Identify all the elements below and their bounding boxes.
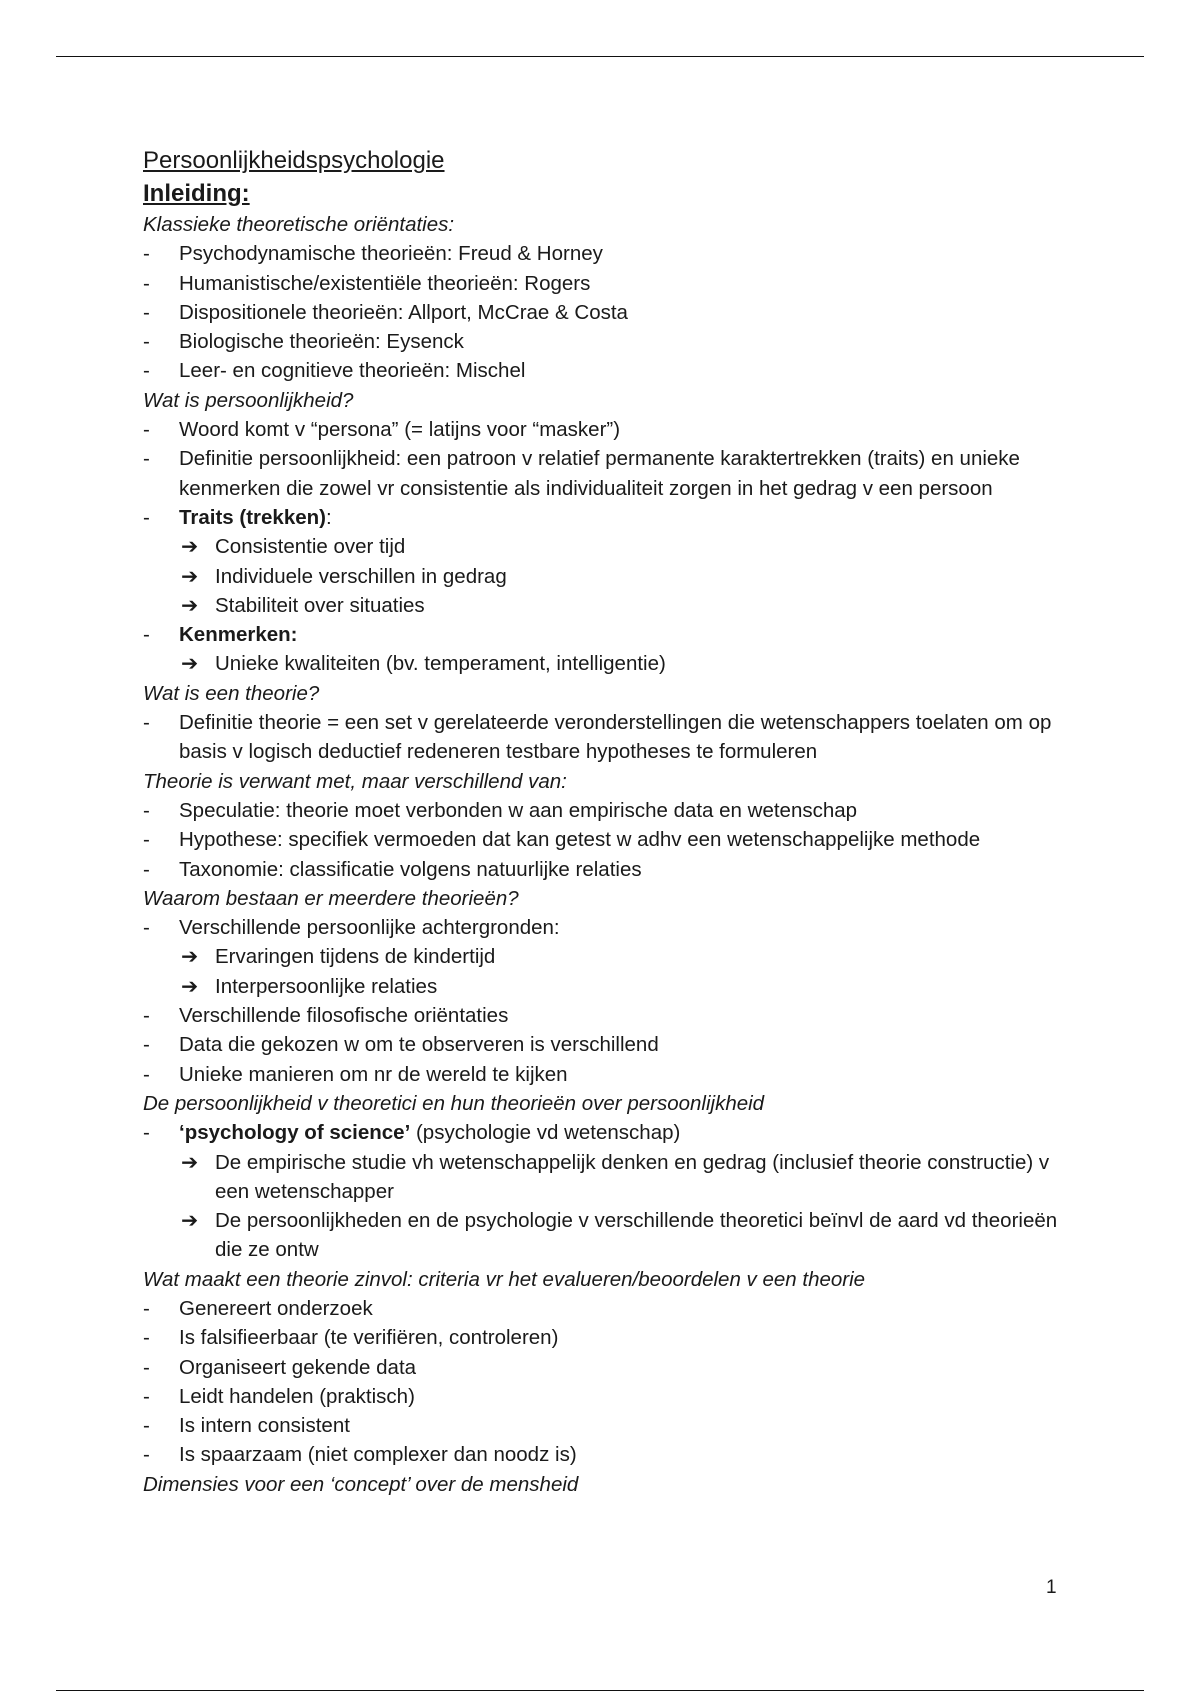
page-number: 1	[1046, 1577, 1057, 1598]
list-item: - Organiseert gekende data	[143, 1353, 1083, 1382]
list-item: - Genereert onderzoek	[143, 1294, 1083, 1323]
list-item: - Taxonomie: classificatie volgens natuurlijke relaties	[143, 855, 1083, 884]
list-item: - Kenmerken:	[143, 620, 1083, 649]
dash-bullet: -	[143, 1326, 150, 1350]
dash-bullet: -	[143, 505, 150, 529]
dash-bullet: -	[143, 623, 150, 647]
dash-bullet: -	[143, 711, 150, 735]
arrow-icon: ➔	[181, 1209, 199, 1233]
dash-bullet: -	[143, 447, 150, 471]
dash-bullet: -	[143, 418, 150, 442]
dash-bullet: -	[143, 271, 150, 295]
list-item: - Dispositionele theorieën: Allport, McCrae & Costa	[143, 298, 1083, 327]
sub-list-item: ➔ Stabiliteit over situaties	[143, 591, 1083, 620]
dash-bullet: -	[143, 330, 150, 354]
list-item: - Humanistische/existentiële theorieën: Rogers	[143, 269, 1083, 298]
list-item: - Definitie theorie = een set v gerelateerde veronderstellingen die wetenschappers toelaten om op basis v logisch deductief redeneren testbare hypotheses te formuleren	[143, 708, 1083, 767]
subheading-criteria: Wat maakt een theorie zinvol: criteria vr het evalueren/beoordelen v een theorie	[143, 1267, 866, 1291]
dash-bullet: -	[143, 359, 150, 383]
dash-bullet: -	[143, 1296, 150, 1320]
dash-bullet: -	[143, 1062, 150, 1086]
list-item: - Unieke manieren om nr de wereld te kijken	[143, 1060, 1083, 1089]
arrow-icon: ➔	[181, 974, 199, 998]
dash-bullet: -	[143, 1443, 150, 1467]
sub-list-item: ➔ Consistentie over tijd	[143, 532, 1083, 561]
list-item: - Leidt handelen (praktisch)	[143, 1382, 1083, 1411]
subheading-klassiek: Klassieke theoretische oriëntaties:	[143, 213, 455, 236]
dash-bullet: -	[143, 300, 150, 324]
arrow-icon: ➔	[181, 593, 199, 617]
list-item: - Is intern consistent	[143, 1411, 1083, 1440]
footer-rule	[56, 1690, 1144, 1691]
arrow-icon: ➔	[181, 535, 199, 559]
document-title: Persoonlijkheidspsychologie	[143, 147, 445, 174]
sub-list-item: ➔ Interpersoonlijke relaties	[143, 972, 1083, 1001]
sub-list-item: ➔ De persoonlijkheden en de psychologie v verschillende theoretici beïnvl de aard vd theorieën die ze ontw	[143, 1206, 1083, 1265]
dash-bullet: -	[143, 916, 150, 940]
dash-bullet: -	[143, 857, 150, 881]
list-item: - ‘psychology of science’ (psychologie vd wetenschap)	[143, 1118, 1083, 1147]
dash-bullet: -	[143, 1355, 150, 1379]
subheading-persoonlijkheid: Wat is persoonlijkheid?	[143, 388, 354, 412]
arrow-icon: ➔	[181, 1150, 199, 1174]
header-rule	[56, 56, 1144, 57]
subheading-theorie: Wat is een theorie?	[143, 681, 320, 705]
dash-bullet: -	[143, 1033, 150, 1057]
list-item: - Verschillende filosofische oriëntaties	[143, 1001, 1083, 1030]
list-item: - Speculatie: theorie moet verbonden w aan empirische data en wetenschap	[143, 796, 1083, 825]
arrow-icon: ➔	[181, 564, 199, 588]
list-item: - Leer- en cognitieve theorieën: Mischel	[143, 356, 1083, 385]
sub-list-item: ➔ Individuele verschillen in gedrag	[143, 562, 1083, 591]
list-item: - Biologische theorieën: Eysenck	[143, 327, 1083, 356]
list-item: - Is spaarzaam (niet complexer dan noodz is)	[143, 1440, 1083, 1469]
arrow-icon: ➔	[181, 652, 199, 676]
subheading-verwant: Theorie is verwant met, maar verschillend van:	[143, 769, 567, 793]
list-item: - Traits (trekken):	[143, 503, 1083, 532]
subheading-dimensies: Dimensies voor een ‘concept’ over de mensheid	[143, 1472, 579, 1496]
sub-list-item: ➔ De empirische studie vh wetenschappelijk denken en gedrag (inclusief theorie constructie) v een wetenschapper	[143, 1148, 1083, 1207]
sub-list-item: ➔ Ervaringen tijdens de kindertijd	[143, 942, 1083, 971]
list-item: - Data die gekozen w om te observeren is verschillend	[143, 1030, 1083, 1059]
arrow-icon: ➔	[181, 945, 199, 969]
document-body	[143, 144, 1083, 1499]
dash-bullet: -	[143, 828, 150, 852]
list-item: - Psychodynamische theorieën: Freud & Horney	[143, 239, 1083, 268]
subheading-meerdere: Waarom bestaan er meerdere theorieën?	[143, 886, 519, 910]
dash-bullet: -	[143, 1004, 150, 1028]
list-item: - Verschillende persoonlijke achtergronden:	[143, 913, 1083, 942]
sub-list-item: ➔ Unieke kwaliteiten (bv. temperament, intelligentie)	[143, 649, 1083, 678]
dash-bullet: -	[143, 1384, 150, 1408]
dash-bullet: -	[143, 242, 150, 266]
dash-bullet: -	[143, 798, 150, 822]
list-item: - Is falsifieerbaar (te verifiëren, controleren)	[143, 1323, 1083, 1352]
list-item: - Woord komt v “persona” (= latijns voor “masker”)	[143, 415, 1083, 444]
subheading-theoretici: De persoonlijkheid v theoretici en hun theorieën over persoonlijkheid	[143, 1091, 765, 1115]
section-heading: Inleiding:	[143, 180, 250, 207]
list-item: - Hypothese: specifiek vermoeden dat kan getest w adhv een wetenschappelijke methode	[143, 825, 1083, 854]
list-item: - Definitie persoonlijkheid: een patroon v relatief permanente karaktertrekken (traits) en unieke kenmerken die zowel vr consistentie als individualiteit zorgen in het gedrag v een persoon	[143, 444, 1083, 503]
dash-bullet: -	[143, 1121, 150, 1145]
dash-bullet: -	[143, 1414, 150, 1438]
